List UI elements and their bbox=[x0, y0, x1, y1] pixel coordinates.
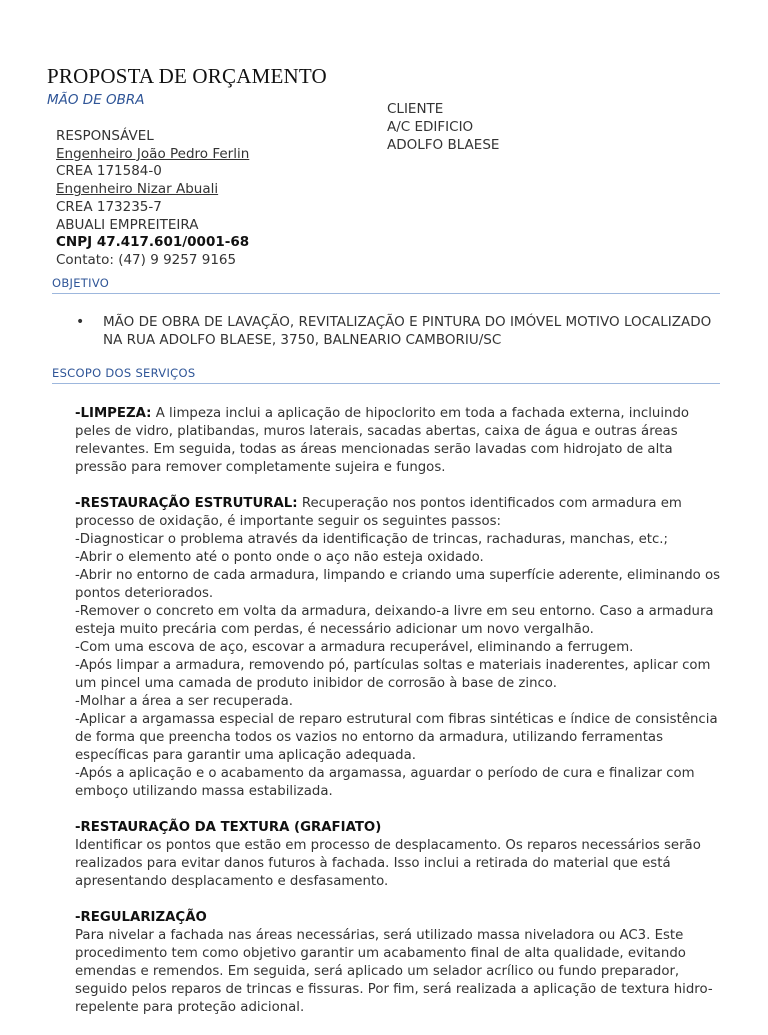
structural-step: -Diagnosticar o problema através da identificação de trincas, rachaduras, manchas, etc.; bbox=[75, 532, 668, 547]
structural-intro: Recuperação nos pontos identificados com armadura em processo de oxidação, é importante seguir os seguintes passos: bbox=[75, 496, 682, 529]
regularization-title: -REGULARIZAÇÃO bbox=[75, 910, 207, 925]
cleaning-paragraph bbox=[75, 405, 725, 477]
client-block bbox=[387, 100, 499, 154]
structural-step: -Aplicar a argamassa especial de reparo estrutural com fibras sintéticas e índice de consistência de forma que preencha todos os vazios no entorno da armadura, utilizando ferramentas específicas para garantir uma aplicação adequada. bbox=[75, 712, 718, 763]
structural-step: -Após limpar a armadura, removendo pó, partículas soltas e materiais inaderentes, aplicar com um pincel uma camada de produto inibidor de corrosão à base de zinco. bbox=[75, 658, 711, 691]
regularization-paragraph bbox=[75, 909, 725, 1017]
structural-step: -Abrir o elemento até o ponto onde o aço não esteja oxidado. bbox=[75, 550, 484, 565]
structural-paragraph bbox=[75, 495, 725, 801]
structural-step: -Abrir no entorno de cada armadura, limpando e criando uma superfície aderente, eliminando os pontos deteriorados. bbox=[75, 568, 721, 601]
texture-title: -RESTAURAÇÃO DA TEXTURA (GRAFIATO) bbox=[75, 820, 382, 835]
scope-divider bbox=[52, 383, 720, 384]
scope-body bbox=[75, 405, 725, 1035]
scope-heading: ESCOPO DOS SERVIÇOS bbox=[52, 366, 196, 380]
responsible-block bbox=[56, 128, 249, 270]
client-line-2: ADOLFO BLAESE bbox=[387, 137, 500, 153]
document-title: PROPOSTA DE ORÇAMENTO bbox=[47, 64, 327, 88]
objective-divider bbox=[52, 293, 720, 294]
structural-step: -Remover o concreto em volta da armadura, deixando-a livre em seu entorno. Caso a armadura esteja muito precária com perdas, é necessário adicionar um novo vergalhão. bbox=[75, 604, 714, 637]
responsible-label: RESPONSÁVEL bbox=[56, 128, 154, 144]
structural-title: -RESTAURAÇÃO ESTRUTURAL: bbox=[75, 496, 298, 511]
regularization-text: Para nivelar a fachada nas áreas necessárias, será utilizado massa niveladora ou AC3. Este procedimento tem como objetivo garantir um acabamento final de alta qualidade, evitando emendas e remendos. Em seguida, será aplicado um selador acrílico ou fundo preparador, seguido pelos reparos de trincas e fissuras. Por fim, será realizada a aplicação de textura hidro-repelente para proteção adicional. bbox=[75, 928, 713, 1015]
client-label: CLIENTE bbox=[387, 101, 444, 117]
structural-step: -Após a aplicação e o acabamento da argamassa, aguardar o período de cura e finalizar com emboço utilizando massa estabilizada. bbox=[75, 766, 695, 799]
structural-step: -Molhar a área a ser recuperada. bbox=[75, 694, 293, 709]
engineer-1-name: Engenheiro João Pedro Ferlin bbox=[56, 145, 250, 162]
engineer-2-crea: CREA 173235-7 bbox=[56, 198, 162, 215]
structural-step: -Com uma escova de aço, escovar a armadura recuperável, eliminando a ferrugem. bbox=[75, 640, 634, 655]
objective-text: MÃO DE OBRA DE LAVAÇÃO, REVITALIZAÇÃO E PINTURA DO IMÓVEL MOTIVO LOCALIZADO NA RUA ADOLFO BLAESE, 3750, BALNEARIO CAMBORIU/SC bbox=[103, 314, 712, 348]
document-subtitle: MÃO DE OBRA bbox=[47, 92, 145, 108]
company-contact: Contato: (47) 9 9257 9165 bbox=[56, 251, 237, 268]
texture-text: Identificar os pontos que estão em processo de desplacamento. Os reparos necessários serão realizados para evitar danos futuros à fachada. Isso inclui a retirada do material que está apresentando desplacamento e desfasamento. bbox=[75, 838, 701, 889]
client-line-1: A/C EDIFICIO bbox=[387, 119, 474, 135]
company-cnpj: CNPJ 47.417.601/0001-68 bbox=[56, 234, 250, 251]
objective-heading: OBJETIVO bbox=[52, 276, 110, 290]
cleaning-text: A limpeza inclui a aplicação de hipoclorito em toda a fachada externa, incluindo peles de vidro, platibandas, muros laterais, sacadas abertas, caixa de água e outras áreas relevantes. Em seguida, todas as áreas mencionadas serão lavadas com hidrojato de alta pressão para remover completamente sujeira e fungos. bbox=[75, 406, 690, 475]
engineer-2-name: Engenheiro Nizar Abuali bbox=[56, 181, 219, 198]
engineer-1-crea: CREA 171584-0 bbox=[56, 163, 162, 180]
objective-list-item bbox=[76, 313, 726, 349]
cleaning-title: -LIMPEZA: bbox=[75, 406, 152, 421]
texture-paragraph bbox=[75, 819, 725, 891]
bullet-icon: • bbox=[76, 314, 85, 330]
company-name: ABUALI EMPREITEIRA bbox=[56, 216, 199, 233]
